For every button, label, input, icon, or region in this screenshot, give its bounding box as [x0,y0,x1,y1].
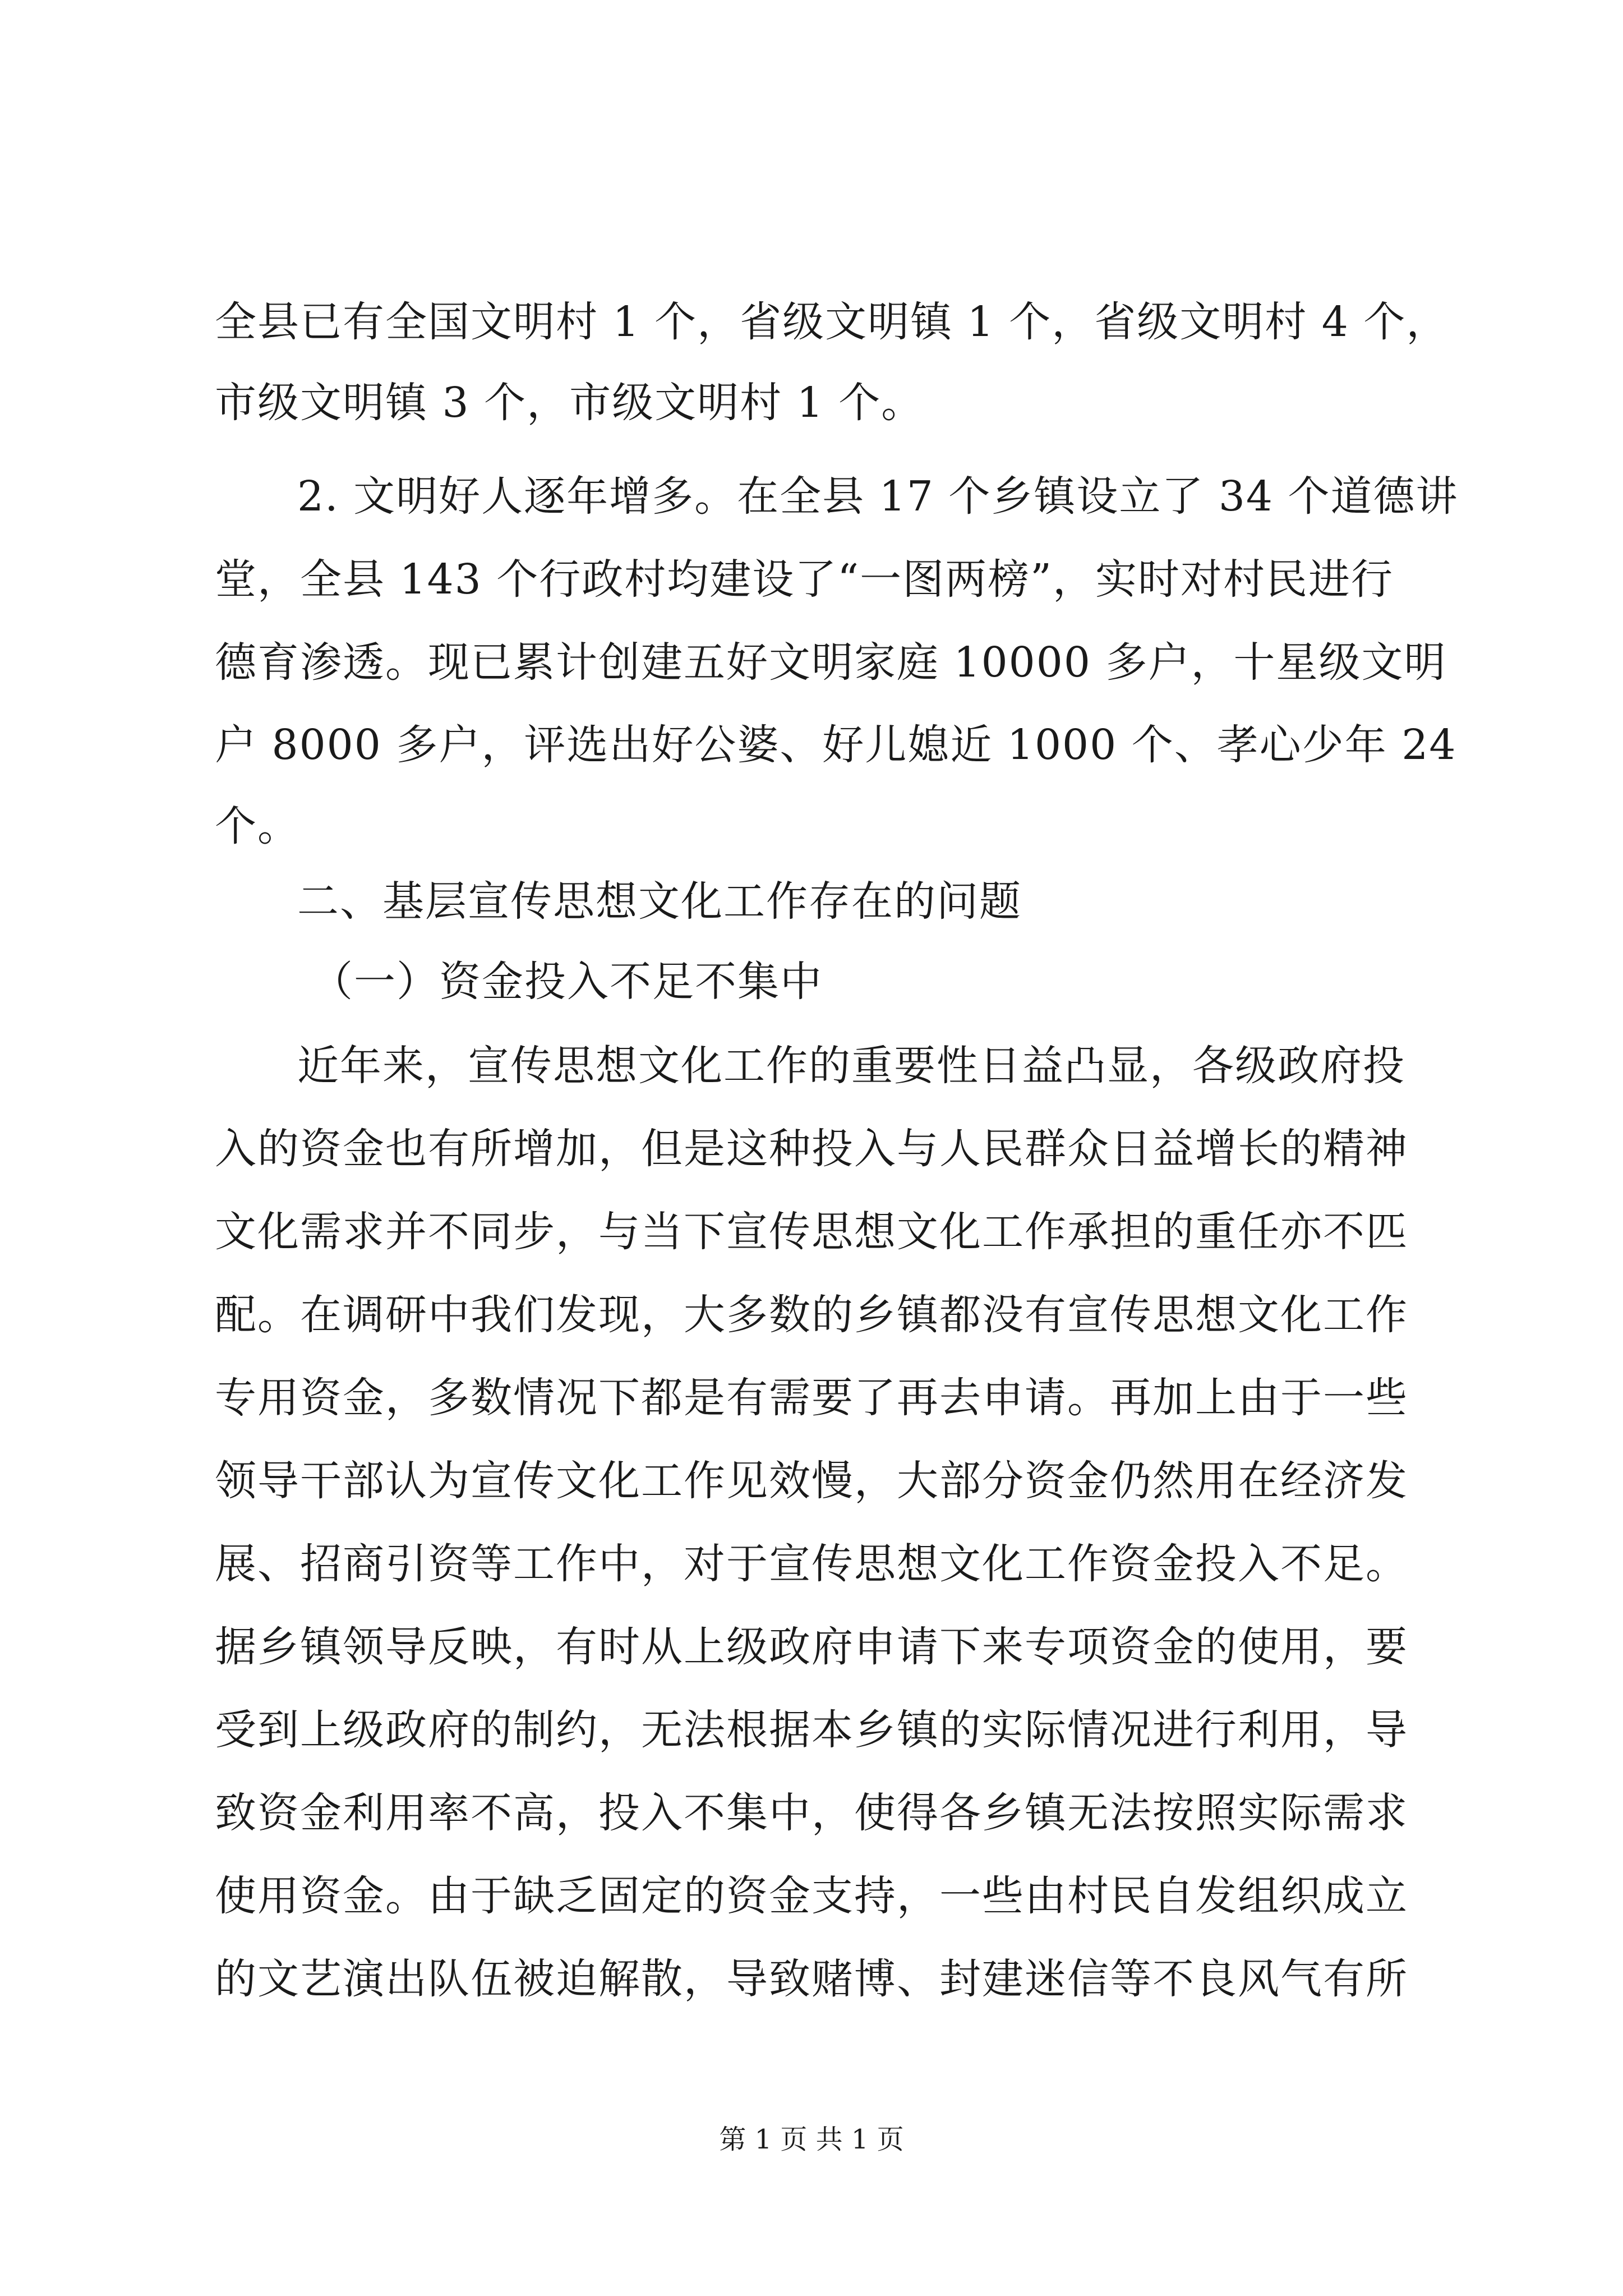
body-text-line: 致资金利用率不高，投入不集中，使得各乡镇无法按照实际需求 [215,1789,1408,1837]
body-text-line: 2. 文明好人逐年增多。在全县 17 个乡镇设立了 34 个道德讲 [297,472,1459,521]
body-text-line: 展、招商引资等工作中，对于宣传思想文化工作资金投入不足。 [215,1540,1408,1588]
body-text-line: 配。在调研中我们发现，大多数的乡镇都没有宣传思想文化工作 [215,1291,1408,1339]
subsection-heading: （一）资金投入不足不集中 [311,958,823,1006]
body-text-line: 入的资金也有所增加，但是这种投入与人民群众日益增长的精神 [215,1125,1408,1173]
body-text-line: 户 8000 多户，评选出好公婆、好儿媳近 1000 个、孝心少年 24 [215,721,1457,769]
body-text-line: 个。 [215,802,300,850]
body-text-line: 使用资金。由于缺乏固定的资金支持，一些由村民自发组织成立 [215,1872,1408,1920]
body-text-line: 的文艺演出队伍被迫解散，导致赌博、封建迷信等不良风气有所 [215,1955,1408,2003]
body-text-line: 专用资金，多数情况下都是有需要了再去申请。再加上由于一些 [215,1374,1408,1422]
body-text-line: 领导干部认为宣传文化工作见效慢，大部分资金仍然用在经济发 [215,1457,1408,1505]
section-heading: 二、基层宣传思想文化工作存在的问题 [297,877,1022,926]
page-footer: 第 1 页 共 1 页 [719,2124,904,2155]
body-text-line: 文化需求并不同步，与当下宣传思想文化工作承担的重任亦不匹 [215,1208,1408,1256]
body-text-line: 全县已有全国文明村 1 个，省级文明镇 1 个，省级文明村 4 个， [215,298,1449,346]
body-text-line: 德育渗透。现已累计创建五好文明家庭 10000 多户，十星级文明 [215,638,1447,687]
body-text-line: 市级文明镇 3 个，市级文明村 1 个。 [215,379,924,427]
body-text-line: 近年来，宣传思想文化工作的重要性日益凸显，各级政府投 [297,1042,1405,1090]
body-text-line: 堂，全县 143 个行政村均建设了“一图两榜”，实时对村民进行 [215,555,1394,604]
body-text-line: 据乡镇领导反映，有时从上级政府申请下来专项资金的使用，要 [215,1623,1408,1671]
body-text-line: 受到上级政府的制约，无法根据本乡镇的实际情况进行利用，导 [215,1706,1408,1754]
